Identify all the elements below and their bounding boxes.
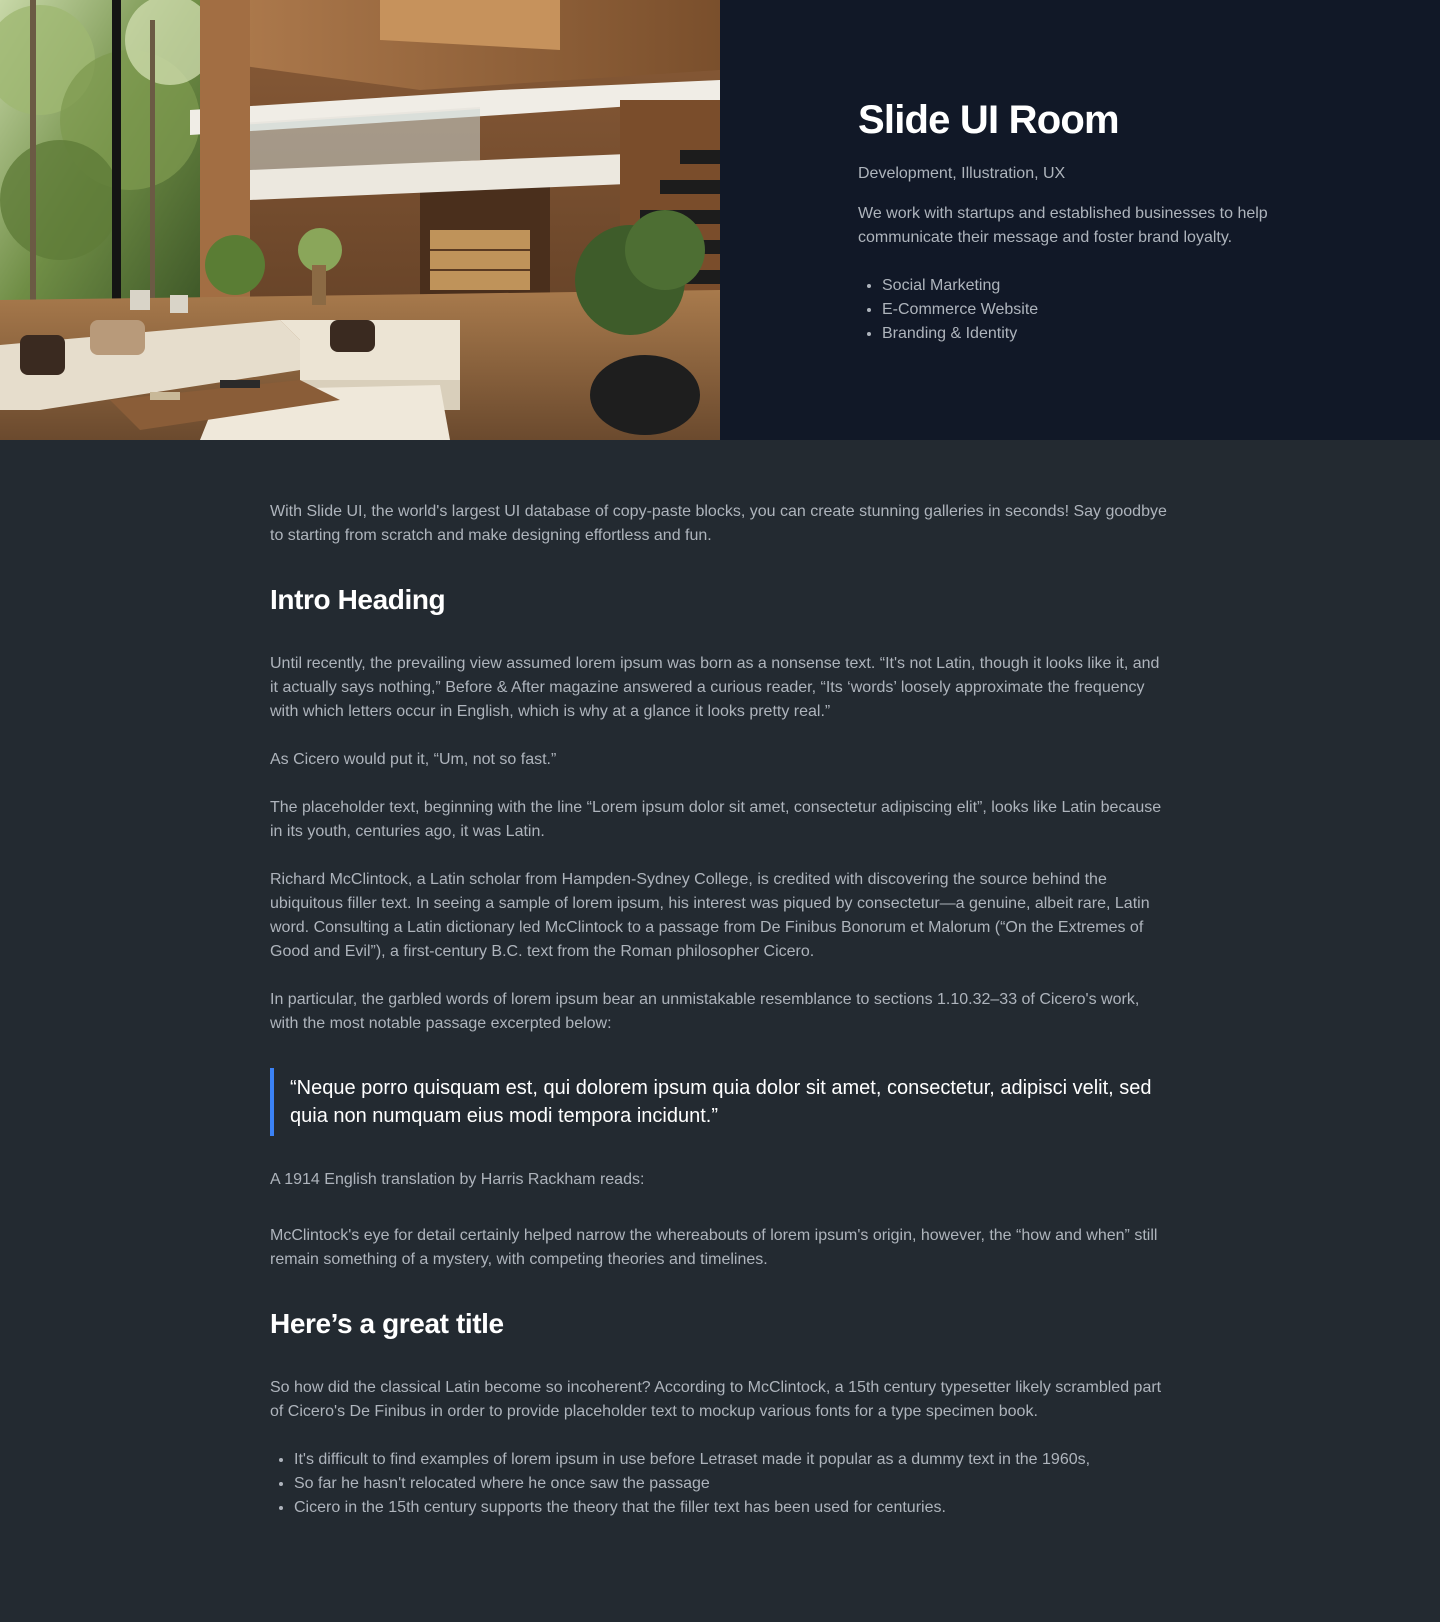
article-paragraph: The placeholder text, beginning with the line “Lorem ipsum dolor sit amet, consectetur adipiscing elit”, looks like Latin because in its youth, centuries ago, it was Latin. — [270, 799, 1162, 840]
hero-image — [0, 0, 720, 440]
intro-heading: Intro Heading — [270, 584, 446, 615]
article-paragraph: McClintock's eye for detail certainly helped narrow the whereabouts of lorem ipsum's origin, however, the “how and when” still remain something of a mystery, with competing theories and timelines. — [270, 1227, 1158, 1268]
article-body — [270, 500, 1170, 1520]
article-paragraph: Richard McClintock, a Latin scholar from Hampden-Sydney College, is credited with discovering the source behind the ubiquitous filler text. In seeing a sample of lorem ipsum, his interest was piqued by consectetur—a genuine, albeit rare, Latin word. Consulting a Latin dictionary led McClintock to a passage from De Finibus Bonorum et Malorum (“On the Extremes of Good and Evil”), a first-century B.C. text from the Roman philosopher Cicero. — [270, 871, 1150, 960]
article-paragraph: In particular, the garbled words of lorem ipsum bear an unmistakable resemblance to sections 1.10.32–33 of Cicero's work, with the most notable passage excerpted below: — [270, 991, 1140, 1032]
interior-photo-illustration — [0, 0, 720, 440]
article-paragraph: So how did the classical Latin become so incoherent? According to McClintock, a 15th century typesetter likely scrambled part of Cicero's De Finibus in order to provide placeholder text to mockup various fonts for a type specimen book. — [270, 1379, 1162, 1420]
services-list — [858, 274, 1318, 346]
hero-section — [0, 0, 1440, 440]
article-paragraph: Until recently, the prevailing view assumed lorem ipsum was born as a nonsense text. “It's not Latin, though it looks like it, and it actually says nothing,” Before & After magazine answered a curious reader, “Its ‘words’ loosely approximate the frequency with which letters occur in English, which is why at a glance it looks pretty real.” — [270, 655, 1160, 720]
article-bullet-list — [270, 1448, 1170, 1520]
hero-text-panel — [858, 92, 1318, 346]
quote-block: “Neque porro quisquam est, qui dolorem ipsum quia dolor sit amet, consectetur, adipisci velit, sed quia non numquam eius modi tempora incidunt.” — [270, 1068, 1170, 1136]
hero-title: Slide UI Room — [858, 98, 1119, 142]
section-title: Here’s a great title — [270, 1308, 504, 1339]
service-item: • E-Commerce Website — [882, 298, 1318, 322]
list-item: • So far he hasn't relocated where he once saw the passage — [294, 1472, 1170, 1496]
list-item: • Cicero in the 15th century supports the theory that the filler text has been used for centuries. — [294, 1496, 1170, 1520]
hero-description: We work with startups and established businesses to help communicate their message and foster brand loyalty. — [858, 205, 1268, 246]
list-item: • It's difficult to find examples of lorem ipsum in use before Letraset made it popular as a dummy text in the 1960s, — [294, 1448, 1170, 1472]
article-intro: With Slide UI, the world's largest UI database of copy-paste blocks, you can create stunning galleries in seconds! Say goodbye to starting from scratch and make designing effortless and fun. — [270, 503, 1167, 544]
hero-categories: Development, Illustration, UX — [858, 165, 1066, 182]
article-paragraph: As Cicero would put it, “Um, not so fast.” — [270, 751, 557, 768]
article-paragraph: A 1914 English translation by Harris Rackham reads: — [270, 1171, 645, 1188]
service-item: • Social Marketing — [882, 274, 1318, 298]
service-item: • Branding & Identity — [882, 322, 1318, 346]
